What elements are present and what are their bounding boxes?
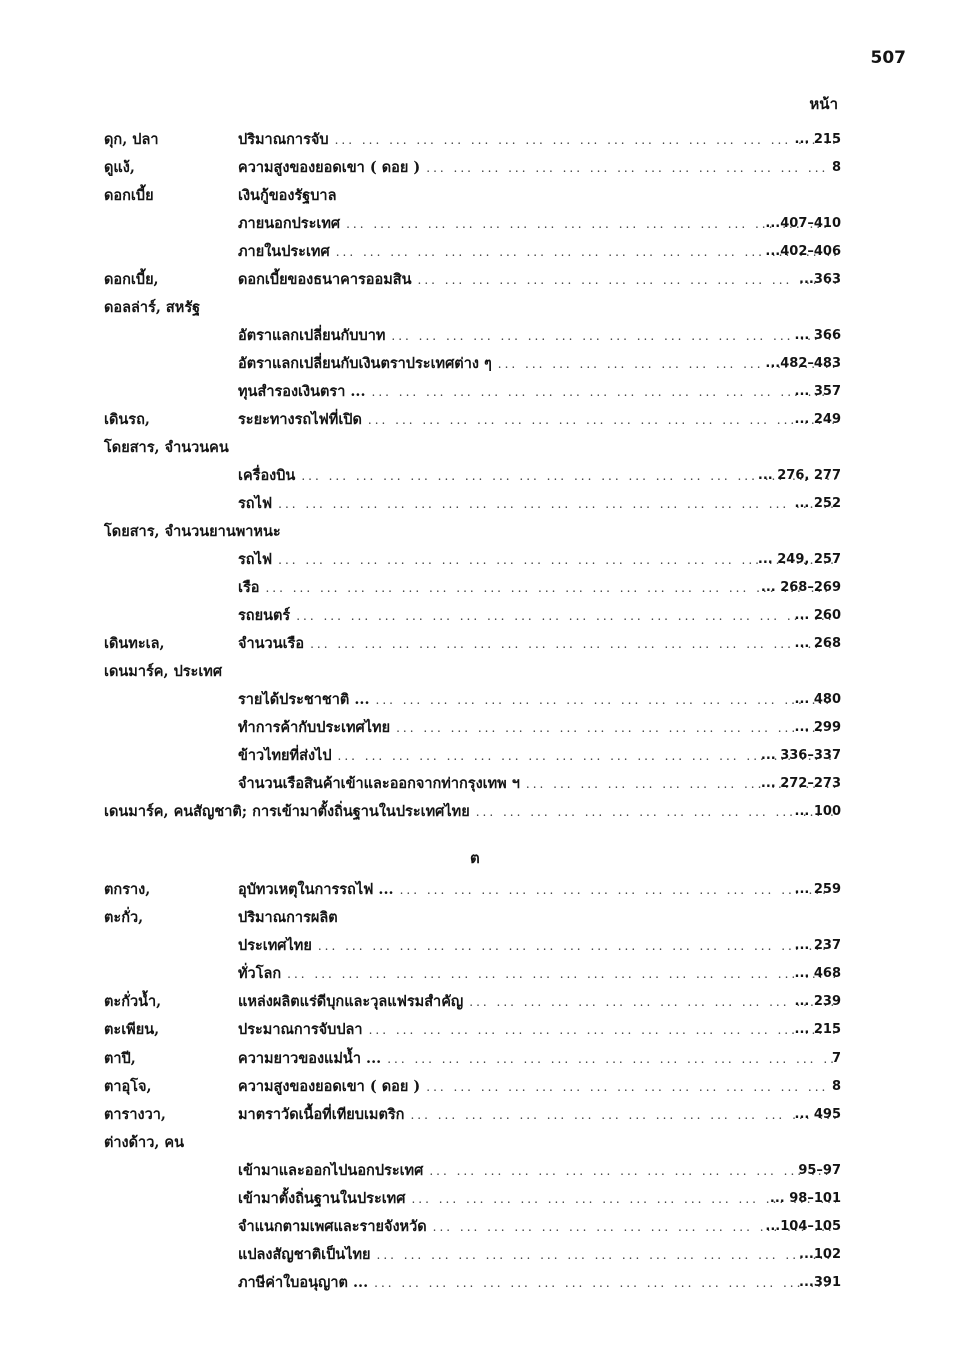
leader-dots xyxy=(265,574,836,602)
index-entry xyxy=(0,630,966,658)
entry-heading: ตะกั่วน้ำ, xyxy=(104,993,162,1011)
index-entry xyxy=(0,1185,966,1213)
entry-description: รถไฟ xyxy=(238,495,273,512)
entry-page-reference: ... 276, 277 xyxy=(757,468,841,483)
entry-heading: ตกราง, xyxy=(104,881,151,898)
leader-dots xyxy=(296,602,836,630)
entry-description: ทำการค้ากับประเทศไทย xyxy=(238,719,391,736)
entry-page-reference: ... 259 xyxy=(794,882,841,897)
entry-description: มาตราวัดเนื้อที่เทียบเมตริก xyxy=(238,1105,405,1123)
entry-page-reference: 95–97 xyxy=(798,1162,841,1178)
leader-dots xyxy=(374,1269,836,1297)
entry-heading: ตาอุโจ, xyxy=(104,1077,152,1095)
index-entry xyxy=(0,574,966,602)
index-entry xyxy=(0,294,966,322)
entry-description: ระยะทางรถไฟที่เปิด xyxy=(238,411,362,428)
entry-description: จำนวนเรือสินค้าเข้าและออกจากท่ากรุงเทพ ฯ xyxy=(238,775,520,792)
entry-heading: ดอกเบี้ย xyxy=(104,187,154,204)
entry-page-reference: ... 215 xyxy=(794,1022,841,1038)
entry-page-reference: ... 495 xyxy=(794,1106,841,1122)
entry-page-reference: ... 249 xyxy=(794,412,841,427)
index-entry xyxy=(0,1101,966,1129)
entry-heading: ดุก, ปลา xyxy=(104,131,159,148)
index-entry xyxy=(0,1073,966,1101)
index-entry xyxy=(0,1241,966,1269)
index-section-t xyxy=(0,876,966,1297)
entry-heading: ดูแง้, xyxy=(104,159,135,176)
entry-page-reference: ... 239 xyxy=(794,994,841,1010)
index-entry xyxy=(0,1269,966,1297)
entry-page-reference: ... 260 xyxy=(794,608,841,623)
entry-description: ความยาวของแม่น้ำ ... xyxy=(238,1049,382,1067)
entry-page-reference: ... 366 xyxy=(794,328,841,343)
index-entry xyxy=(0,210,966,238)
index-entry xyxy=(0,602,966,630)
entry-heading: ตารางวา, xyxy=(104,1105,166,1123)
leader-dots xyxy=(318,932,836,960)
entry-page-reference: ... 480 xyxy=(794,692,841,707)
entry-page-reference: 8 xyxy=(831,160,841,175)
index-entry xyxy=(0,154,966,182)
leader-dots xyxy=(410,1101,836,1129)
entry-heading: โดยสาร, จำนวนคน xyxy=(104,439,229,456)
index-entry xyxy=(0,1016,966,1044)
leader-dots xyxy=(426,1073,836,1101)
leader-dots xyxy=(369,1016,836,1044)
entry-heading: ตะเพียน, xyxy=(104,1021,160,1039)
entry-description: เงินกู้ของรัฐบาล xyxy=(238,187,337,204)
entry-description: ภายในประเทศ xyxy=(238,243,330,260)
entry-description: จำนวนเรือ xyxy=(238,635,305,652)
entry-description: ปริมาณการผลิต xyxy=(238,909,338,927)
entry-heading: เดินทะเล, xyxy=(104,635,165,652)
index-entry xyxy=(0,988,966,1016)
entry-page-reference: ...363 xyxy=(799,272,841,287)
entry-description: อุบัทวเหตุในการรถไฟ ... xyxy=(238,881,394,898)
leader-dots xyxy=(476,798,836,826)
entry-description: รถยนตร์ xyxy=(238,607,291,624)
index-entry xyxy=(0,238,966,266)
index-entry xyxy=(0,434,966,462)
index-entry xyxy=(0,266,966,294)
leader-dots xyxy=(372,378,836,406)
index-entry xyxy=(0,770,966,798)
index-entry xyxy=(0,932,966,960)
entry-heading: ต่างด้าว, คน xyxy=(104,1133,185,1151)
index-entry xyxy=(0,904,966,932)
leader-dots xyxy=(301,462,836,490)
entry-page-reference: 8 xyxy=(831,1078,841,1094)
index-entry xyxy=(0,490,966,518)
entry-description: ทุนสำรองเงินตรา ... xyxy=(238,383,366,400)
entry-description: จำแนกตามเพศและรายจังหวัด xyxy=(238,1218,427,1236)
leader-dots xyxy=(278,490,836,518)
entry-page-reference: ... 336–337 xyxy=(760,748,841,763)
entry-description: เรือ xyxy=(238,579,260,596)
index-entry xyxy=(0,798,966,826)
index-entry xyxy=(0,378,966,406)
index-section-d xyxy=(0,126,966,826)
leader-dots xyxy=(400,876,836,904)
entry-description: อัตราแลกเปลี่ยนกับเงินตราประเทศต่าง ๆ xyxy=(238,355,492,372)
leader-dots xyxy=(391,322,836,350)
entry-description: ทั่วโลก xyxy=(238,965,282,983)
entry-heading: เดนมาร์ค, ประเทศ xyxy=(104,663,223,680)
leader-dots xyxy=(335,126,836,154)
entry-description: เข้ามาตั้งถิ่นฐานในประเทศ xyxy=(238,1190,406,1208)
leader-dots xyxy=(387,1045,836,1073)
leader-dots xyxy=(396,714,836,742)
index-entry xyxy=(0,742,966,770)
entry-heading: ตาปี, xyxy=(104,1049,136,1067)
leader-dots xyxy=(278,546,836,574)
page-number: 507 xyxy=(870,48,906,68)
index-entry xyxy=(0,1045,966,1073)
entry-heading: ตะกั่ว, xyxy=(104,909,144,927)
section-letter: ต xyxy=(470,849,480,867)
leader-dots xyxy=(418,266,836,294)
index-entry xyxy=(0,350,966,378)
index-entry xyxy=(0,126,966,154)
entry-page-reference: ... 468 xyxy=(794,966,841,982)
entry-description: อัตราแลกเปลี่ยนกับบาท xyxy=(238,327,386,344)
entry-page-reference: ... 215 xyxy=(794,132,841,147)
entry-page-reference: ... 237 xyxy=(794,938,841,954)
leader-dots xyxy=(377,1241,836,1269)
leader-dots xyxy=(429,1157,836,1185)
entry-page-reference: ...482–483 xyxy=(765,356,841,371)
leader-dots xyxy=(426,154,836,182)
entry-description: เข้ามาและออกไปนอกประเทศ xyxy=(238,1161,424,1179)
index-entry xyxy=(0,960,966,988)
entry-page-reference: ... 98–101 xyxy=(769,1191,841,1207)
entry-heading: ดอลล่าร์, สหรัฐ xyxy=(104,299,201,316)
leader-dots xyxy=(310,630,836,658)
entry-heading: โดยสาร, จำนวนยานพาหนะ xyxy=(104,523,281,540)
index-entry xyxy=(0,406,966,434)
leader-dots xyxy=(336,238,836,266)
entry-description: ความสูงของยอดเขา ( ดอย ) xyxy=(238,1077,421,1095)
leader-dots xyxy=(287,960,836,988)
index-entry xyxy=(0,182,966,210)
leader-dots xyxy=(368,406,836,434)
index-entry xyxy=(0,876,966,904)
entry-description: ปริมาณการจับ xyxy=(238,131,329,148)
entry-page-reference: ... 268 xyxy=(794,636,841,651)
entry-description: ความสูงของยอดเขา ( ดอย ) xyxy=(238,159,421,176)
entry-page-reference: ...391 xyxy=(799,1275,841,1291)
entry-heading: เดินรถ, xyxy=(104,411,150,428)
entry-page-reference: ...402–406 xyxy=(765,244,841,259)
leader-dots xyxy=(346,210,836,238)
entry-description: ดอกเบี้ยของธนาคารออมสิน xyxy=(238,271,412,288)
entry-description: แปลงสัญชาติเป็นไทย xyxy=(238,1246,371,1264)
index-entry xyxy=(0,322,966,350)
entry-page-reference: ... 357 xyxy=(794,384,841,399)
entry-description: เดนมาร์ค, คนสัญชาติ; การเข้ามาตั้งถิ่นฐานในประเทศไทย xyxy=(104,803,470,820)
entry-page-reference: ... 252 xyxy=(794,496,841,511)
entry-page-reference: ...104–105 xyxy=(765,1219,841,1235)
index-entry xyxy=(0,1129,966,1157)
index-entry xyxy=(0,546,966,574)
entry-page-reference: 7 xyxy=(831,1050,841,1066)
entry-page-reference: ... 249, 257 xyxy=(757,552,841,567)
entry-description: ประเทศไทย xyxy=(238,937,312,955)
index-entry xyxy=(0,658,966,686)
entry-description: ข้าวไทยที่ส่งไป xyxy=(238,747,332,764)
index-entry xyxy=(0,1157,966,1185)
entry-page-reference: ...102 xyxy=(799,1247,841,1263)
entry-description: รายได้ประชาชาติ ... xyxy=(238,691,370,708)
entry-page-reference: ... 299 xyxy=(794,720,841,735)
index-entry xyxy=(0,714,966,742)
index-entry xyxy=(0,462,966,490)
index-entry xyxy=(0,1213,966,1241)
leader-dots xyxy=(376,686,837,714)
column-header-page: หน้า xyxy=(809,95,838,113)
entry-description: ภาษีค่าใบอนุญาต ... xyxy=(238,1274,369,1292)
leader-dots xyxy=(469,988,836,1016)
entry-description: เครื่องบิน xyxy=(238,467,296,484)
entry-description: รถไฟ xyxy=(238,551,273,568)
entry-description: ประมาณการจับปลา xyxy=(238,1021,363,1039)
entry-page-reference: ...407–410 xyxy=(765,216,841,231)
entry-page-reference: ... 272–273 xyxy=(760,776,841,791)
entry-page-reference: ... 100 xyxy=(794,804,841,819)
entry-page-reference: ... 268–269 xyxy=(760,580,841,595)
entry-heading: ดอกเบี้ย, xyxy=(104,271,159,288)
index-entry xyxy=(0,518,966,546)
entry-description: แหล่งผลิตแร่ดีบุกและวุลแฟรมสำคัญ xyxy=(238,993,464,1011)
index-entry xyxy=(0,686,966,714)
entry-description: ภายนอกประเทศ xyxy=(238,215,341,232)
